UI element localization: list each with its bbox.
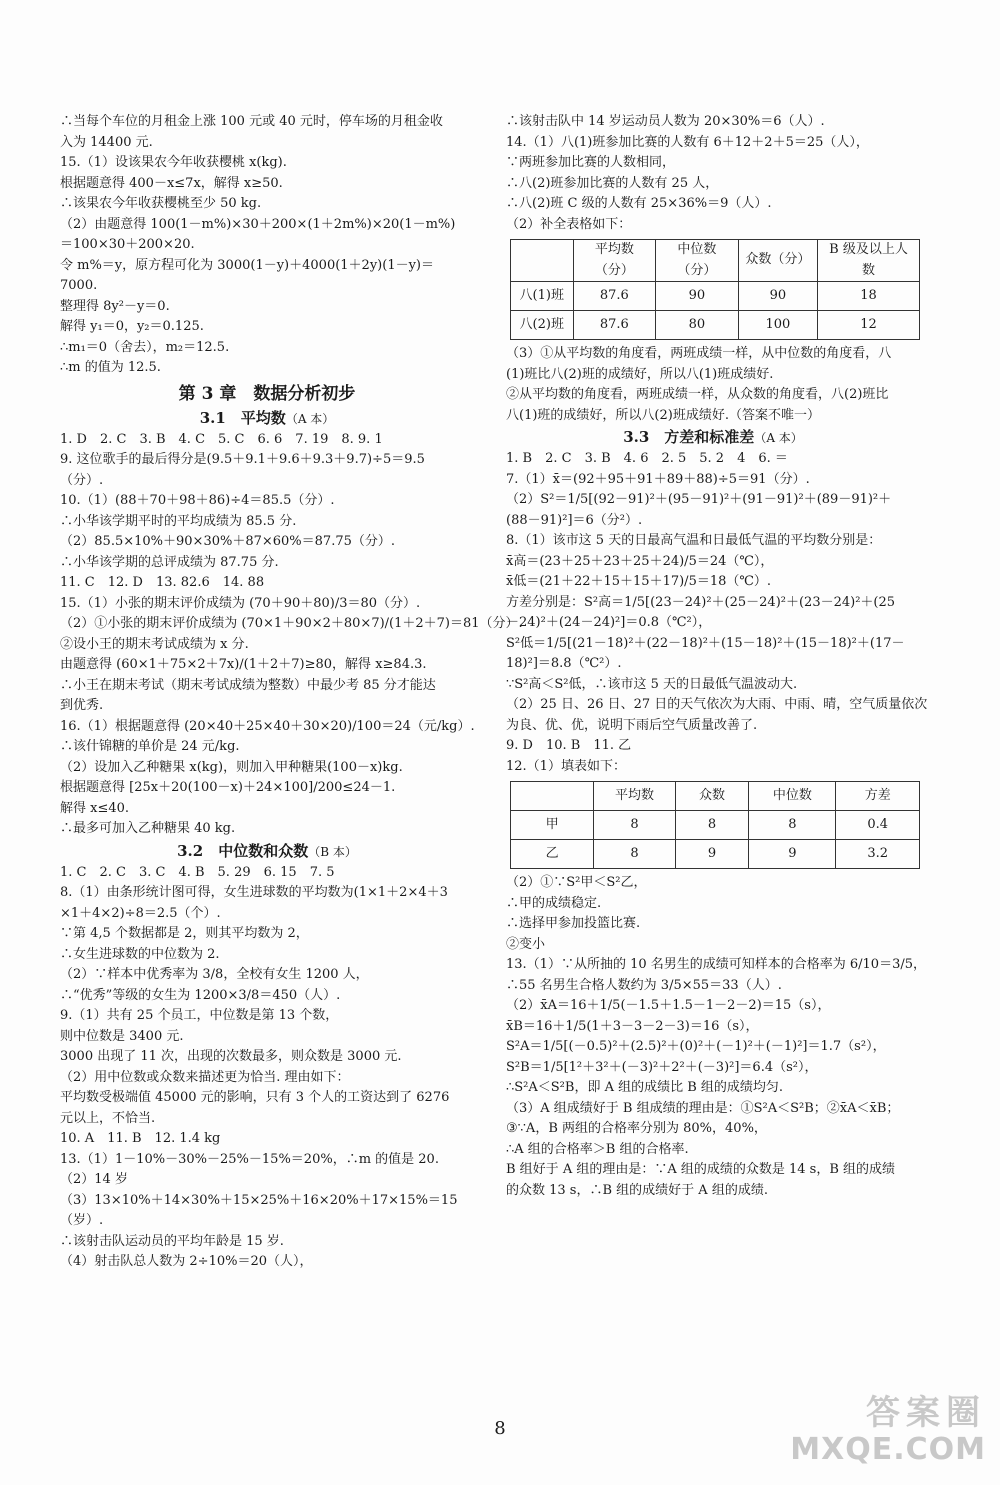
table-row [511,311,920,340]
text-line: 根据题意得 [25x＋20(100－x)＋24×100]/200≤24－1. [60,780,396,795]
table-cell: 甲 [511,811,594,840]
text-line: ∴八(2)班参加比赛的人数有 25 人， [506,175,719,191]
watermark-logo [790,1393,986,1467]
text-line: 7000. [60,278,98,293]
text-line: 8.（1）该市这 5 天的日最高气温和日最低气温的平均数分别是： [506,533,882,548]
table-cell: 12 [818,311,920,340]
text-line: ∴女生进球数的中位数为 2. [60,946,220,962]
right-column-part-a [506,112,920,235]
right-column-part-c [506,873,926,1201]
text-line: ∴八(2)班 C 级的人数有 25×36%＝9（人）. [506,196,772,211]
text-line: ∴该射击队中 14 岁运动员人数为 20×30%＝6（人）. [506,114,825,129]
text-line: 10.（1）(88＋70＋98＋86)÷4＝85.5（分）. [60,493,335,508]
table-row [511,282,920,311]
table-cell: 中位数 [749,782,836,811]
text-line: 9. D 10. B 11. 乙 [506,738,632,753]
text-line: （2）25 日、26 日、27 日的天气依次为大雨、中雨、晴，空气质量依次 [506,697,928,712]
text-line: 10. A 11. B 12. 1.4 kg [60,1131,221,1146]
text-line: 平均数受极端值 45000 元的影响，只有 3 个人的工资达到了 6276 [60,1090,450,1105]
section-tag: （A 本） [285,411,335,426]
text-line: 的众数 13 s，∴B 组的成绩好于 A 组的成绩. [506,1182,768,1198]
text-line: （2）补全表格如下： [506,216,632,232]
text-line: （2）用中位数或众数来描述更为恰当. 理由如下： [60,1069,350,1085]
text-line: 令 m%＝y，原方程可化为 3000(1－y)＋4000(1＋2y)(1－y)＝ [60,257,435,273]
table-cell: 87.6 [573,282,656,311]
text-line: ∴A 组的合格率＞B 组的合格率. [506,1141,689,1157]
text-line: (1)班比八(2)班的成绩好，所以八(1)班成绩好. [506,366,774,382]
table-cell: 8 [749,811,836,840]
text-line: 根据题意得 400－x≤7x，解得 x≥50. [60,175,283,191]
text-line: ②设小王的期末考试成绩为 x 分. [60,636,249,652]
text-line: B 组好于 A 组的理由是：∵A 组的成绩的众数是 14 s，B 组的成绩 [506,1162,896,1177]
text-line: （2）x̄A＝16＋1/5(－1.5＋1.5－1－2－2)＝15（s）， [506,998,831,1013]
text-line: ∴“优秀”等级的女生为 1200×3/8＝450（人）. [60,987,341,1003]
table-cell: 18 [818,282,920,311]
table-cell: 众数 [675,782,749,811]
text-line: （3）A 组成绩好于 B 组成绩的理由是：①S²A＜S²B；②x̄A＜x̄B； [506,1100,900,1116]
chapter-heading: 第 3 章 数据分析初步 [178,383,356,404]
text-line: （分）. [60,472,104,488]
text-line: 3000 出现了 11 次，出现的次数最多，则众数是 3000 元. [60,1049,402,1064]
text-line: ∵第 4,5 个数据都是 2，则其平均数为 2， [60,926,309,941]
table-cell: 100 [738,311,817,340]
text-line: 为良、优、优，说明下雨后空气质量改善了. [506,717,758,733]
text-line: 元以上，不恰当. [60,1110,156,1126]
text-line: x̄低＝(21＋22＋15＋15＋17)/5＝18（℃）. [506,574,772,589]
text-line: （2）14 岁 [60,1172,128,1187]
text-line: 八(1)班的成绩好，所以八(2)班成绩好.（答案不唯一） [506,407,820,423]
text-line: ③∵A，B 两组的合格率分别为 80%，40%， [506,1121,767,1136]
text-line: ∵S²高＜S²低，∴该市这 5 天的日最低气温波动大. [506,676,798,692]
section-heading [60,407,474,430]
text-line: （3）13×10%＋14×30%＋15×25%＋16×20%＋17×15%＝15 [60,1192,458,1208]
text-line: 16.（1）根据题意得 (20×40＋25×40＋30×20)/100＝24（元/kg）. [60,718,475,734]
text-line: x̄高＝(23＋25＋23＋25＋24)/5＝24（℃）， [506,553,774,569]
text-line: 9.（1）共有 25 个员工，中位数是第 13 个数， [60,1008,339,1023]
table-header-row [511,240,920,282]
text-line: ∴S²A＜S²B，即 A 组的成绩比 B 组的成绩均匀. [506,1080,784,1095]
text-line: 解得 y₁＝0，y₂＝0.125. [60,319,204,334]
table-cell [511,782,594,811]
text-line: S²A＝1/5[(－0.5)²＋(2.5)²＋(0)²＋(－1)²＋(－1)²]＝1.7（s²）， [506,1039,886,1054]
text-line: 13.（1）∵从所抽的 10 名男生的成绩可知样本的合格率为 6/10＝3/5， [506,957,926,972]
text-line: ∴小华该学期的总评成绩为 87.75 分. [60,554,279,570]
left-column [60,112,523,1273]
table-cell: 平均数（分） [573,240,656,282]
text-line: 7.（1）x̄＝(92＋95＋91＋89＋88)÷5＝91（分）. [506,471,810,487]
table-cell: 众数（分） [738,240,817,282]
text-line: S²B＝1/5[1²＋3²＋(－3)²＋2²＋(－3)²]＝6.4（s²）， [506,1059,818,1075]
text-line: （2）85.5×10%＋90×30%＋87×60%＝87.75（分）. [60,534,396,549]
text-line: 13.（1）1－10%－30%－25%－15%＝20%，∴m 的值是 20. [60,1151,439,1167]
table-cell: 90 [738,282,817,311]
text-line: 到优秀. [60,698,104,713]
text-line: ②从平均数的角度看，两班成绩一样，从众数的角度看，八(2)班比 [506,387,889,402]
section-tag: （A 本） [754,431,803,445]
text-line: 1. C 2. C 3. C 4. B 5. 29 6. 15 7. 5 [60,864,335,880]
table-cell: 中位数（分） [656,240,739,282]
text-line: 12.（1）填表如下： [506,758,626,774]
table-cell: 八(2)班 [511,311,574,340]
text-line: S²低＝1/5[(21－18)²＋(22－18)²＋(15－18)²＋(15－18)²＋(17－ [506,635,905,651]
table-cell: 87.6 [573,311,656,340]
text-line: ∴当每个车位的月租金上涨 100 元或 40 元时，停车场的月租金收 [60,114,443,129]
text-line: (88－91)²]＝6（分²）. [506,512,643,528]
table-cell: B 级及以上人数 [818,240,920,282]
table-cell: 8 [594,840,675,869]
text-line: ∴最多可加入乙种糖果 40 kg. [60,821,236,836]
text-line: 18)²]＝8.8（℃²）. [506,656,622,671]
text-line: ×1＋4×2)÷8＝2.5（个）. [60,905,221,921]
text-line: x̄B＝16＋1/5(1＋3－3－2－3)＝16（s）， [506,1018,759,1034]
section-heading [506,426,920,449]
text-line: ∴小华该学期平时的平均成绩为 85.5 分. [60,513,297,529]
table-cell: 90 [656,282,739,311]
text-line: ∴甲的成绩稳定. [506,895,602,911]
text-line: 整理得 8y²－y＝0. [60,298,170,314]
text-line: ＝100×30＋200×20. [60,237,195,252]
text-line: （岁）. [60,1213,104,1228]
text-line: 1. D 2. C 3. B 4. C 5. C 6. 6 7. 19 8. 9. 1 [60,431,383,447]
section-heading [60,840,474,863]
section-title: 3.2 中位数和众数 [177,841,309,860]
text-line: ②变小 [506,936,546,952]
text-line: ∴小王在期末考试（期末考试成绩为整数）中最少考 85 分才能达 [60,677,436,693]
section-title: 3.1 平均数 [199,408,286,427]
text-line: （2）由题意得 100(1－m%)×30＋200×(1＋2m%)×20(1－m%) [60,216,456,232]
text-line: 9. 这位歌手的最后得分是(9.5＋9.1＋9.6＋9.3＋9.7)÷5＝9.5 [60,452,425,467]
text-line: ∴55 名男生合格人数约为 3/5×55＝33（人）. [506,977,782,993]
text-line: 由题意得 (60×1＋75×2＋7x)/(1＋2＋7)≥80，解得 x≥84.3. [60,657,427,672]
right-column [506,112,928,1201]
section-tag: （B 本） [308,844,357,859]
text-line: 解得 x≤40. [60,800,130,816]
text-line: （2）①∵S²甲＜S²乙， [506,875,647,890]
text-line: （4）射击队总人数为 2÷10%＝20（人）， [60,1254,313,1269]
table-cell: 9 [749,840,836,869]
watermark-text-bottom: MXQE.COM [790,1432,986,1467]
score-comparison-table [510,239,920,340]
text-line: 则中位数是 3400 元. [60,1028,184,1044]
table-cell: 3.2 [836,840,920,869]
table-cell: 80 [656,311,739,340]
text-line: 14.（1）八(1)班参加比赛的人数有 6＋12＋2＋5＝25（人）， [506,134,869,150]
page-number: 8 [494,1418,506,1439]
text-line: ∴该果农今年收获樱桃至少 50 kg. [60,196,262,211]
text-line: 1. B 2. C 3. B 4. 6 2. 5 5. 2 4 6. ＝ [506,451,788,466]
text-line: 8.（1）由条形统计图可得，女生进球数的平均数为(1×1＋2×4＋3 [60,885,448,900]
table-cell: 乙 [511,840,594,869]
text-line: 15.（1）设该果农今年收获樱桃 x(kg). [60,155,287,170]
text-line: ∴该射击队运动员的平均年龄是 15 岁. [60,1233,284,1249]
table-cell: 平均数 [594,782,675,811]
text-line: ∴该什锦糖的单价是 24 元/kg. [60,739,240,754]
table-cell: 八(1)班 [511,282,574,311]
table-row [511,811,920,840]
text-line: 15.（1）小张的期末评价成绩为 (70＋90＋80)/3＝80（分）. [60,595,421,611]
text-line: （3）①从平均数的角度看，两班成绩一样，从中位数的角度看，八 [506,346,892,361]
text-line: ∴m₁＝0（舍去），m₂＝12.5. [60,339,230,355]
text-line: 入为 14400 元. [60,134,153,150]
shooting-stats-table [510,781,920,869]
text-line: （2）①小张的期末评价成绩为 (70×1＋90×2＋80×7)/(1＋2＋7)＝81（分）. [60,616,523,631]
text-line: 方差分别是：S²高＝1/5[(23－24)²＋(25－24)²＋(23－24)²＋(25 [506,594,896,610]
table-cell: 方差 [836,782,920,811]
text-line: ∵两班参加比赛的人数相同， [506,155,676,170]
table-header-row [511,782,920,811]
table-cell [511,240,574,282]
table-cell: 8 [675,811,749,840]
text-line: ∴m 的值为 12.5. [60,360,161,375]
text-line: ∴选择甲参加投篮比赛. [506,916,641,931]
text-line: 11. C 12. D 13. 82.6 14. 88 [60,575,265,590]
text-line: （2）设加入乙种糖果 x(kg)，则加入甲种糖果(100－x)kg. [60,759,403,775]
right-column-part-b [506,344,928,777]
text-line: （2）S²＝1/5[(92－91)²＋(95－91)²＋(91－91)²＋(89－91)²＋ [506,492,892,507]
table-cell: 0.4 [836,811,920,840]
table-cell: 8 [594,811,675,840]
text-line: （2）∵样本中优秀率为 3/8，全校有女生 1200 人， [60,967,369,982]
section-title: 3.3 方差和标准差 [623,428,755,446]
text-line: －24)²＋(24－24)²]＝0.8（℃²）， [506,615,712,630]
table-cell: 9 [675,840,749,869]
table-row [511,840,920,869]
watermark-text-top: 答案圈 [866,1393,986,1433]
